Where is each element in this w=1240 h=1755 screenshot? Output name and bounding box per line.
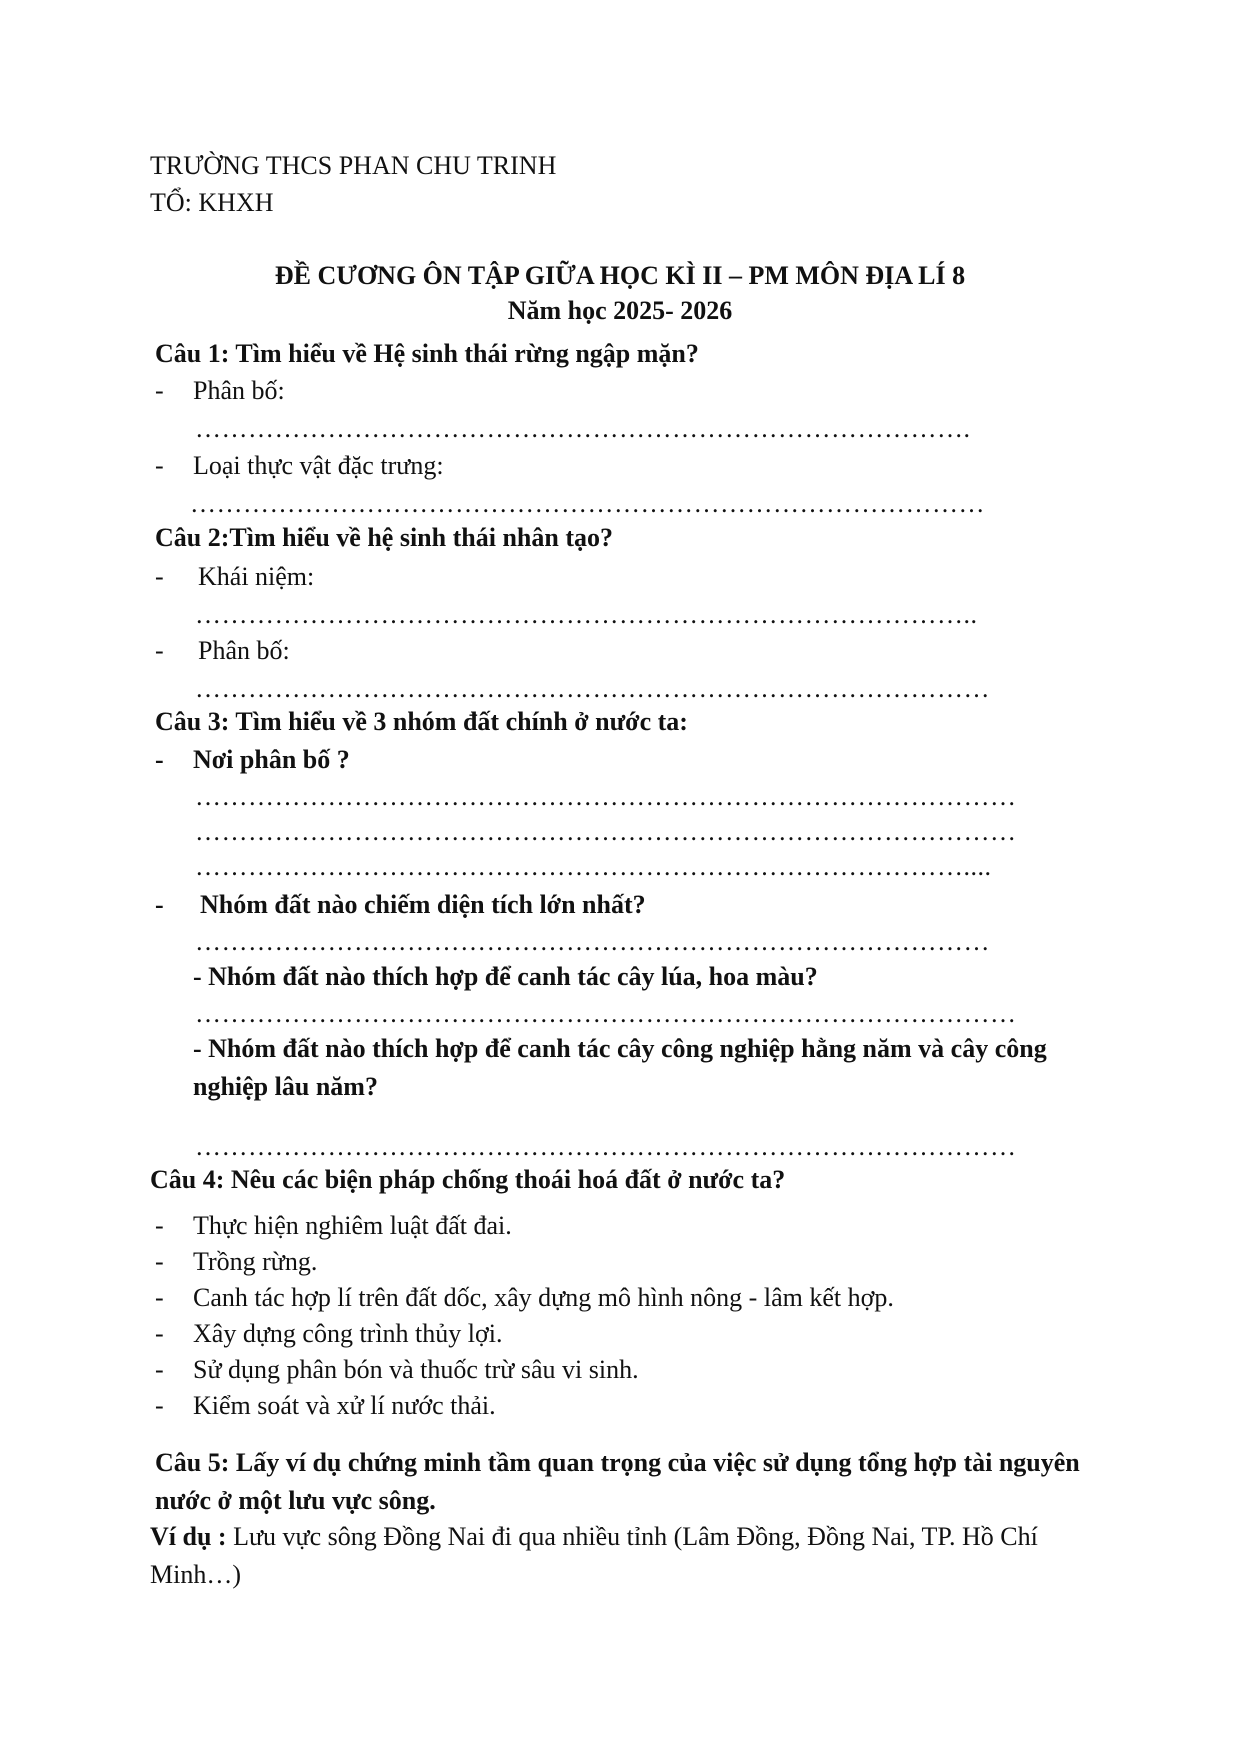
q3-answer-line-3: …………………………………………………………………………….... xyxy=(195,852,992,881)
q3-answer-line-1: ………………………………………………………………………………… xyxy=(195,782,1017,811)
q2-answer-line-2: ……………………………………………………………………………… xyxy=(195,674,990,703)
bullet-dash: - xyxy=(155,890,164,919)
document-title: ĐỀ CƯƠNG ÔN TẬP GIỮA HỌC KÌ II – PM MÔN ĐỊA LÍ 8 xyxy=(274,261,966,290)
q3-answer-line-2: ………………………………………………………………………………… xyxy=(195,817,1017,846)
bullet-dash: - xyxy=(155,1247,164,1276)
q3-sub-rice-crops: - Nhóm đất nào thích hợp để canh tác cây lúa, hoa màu? xyxy=(193,962,818,991)
q3-sub-industrial-crops: - Nhóm đất nào thích hợp để canh tác cây công nghiệp hằng năm và cây công nghiệp lâu năm? xyxy=(193,1034,1047,1101)
school-name: TRƯỜNG THCS PHAN CHU TRINH xyxy=(150,151,557,180)
q3-answer-line-4: ……………………………………………………………………………… xyxy=(195,927,990,956)
bullet-dash: - xyxy=(155,636,164,665)
q5-example-label: Ví dụ : xyxy=(150,1522,227,1551)
q3-answer-line-6: ………………………………………………………………………………… xyxy=(195,1132,1017,1161)
q5-example-text: Lưu vực sông Đồng Nai đi qua nhiều tỉnh (Lâm Đồng, Đồng Nai, TP. Hồ Chí Minh…) xyxy=(150,1522,1038,1589)
q1-answer-line-2: ……………………………………………………………………………… xyxy=(190,489,985,518)
school-year: Năm học 2025- 2026 xyxy=(507,296,733,325)
q4-measure-item: Canh tác hợp lí trên đất dốc, xây dựng mô hình nông - lâm kết hợp. xyxy=(193,1283,894,1312)
bullet-dash: - xyxy=(155,745,164,774)
group-name: TỔ: KHXH xyxy=(150,188,274,217)
q2-item-distribution: Phân bố: xyxy=(198,636,290,665)
bullet-dash: - xyxy=(155,1319,164,1348)
q1-answer-line-1: ……………………………………………………………………………. xyxy=(195,414,971,443)
q3-sub-distribution: Nơi phân bố ? xyxy=(193,745,350,774)
q3-heading: Câu 3: Tìm hiểu về 3 nhóm đất chính ở nước ta: xyxy=(155,707,688,736)
q1-item-vegetation: Loại thực vật đặc trưng: xyxy=(193,451,444,480)
q1-heading: Câu 1: Tìm hiểu về Hệ sinh thái rừng ngập mặn? xyxy=(155,339,699,368)
bullet-dash: - xyxy=(155,451,164,480)
q5-heading: Câu 5: Lấy ví dụ chứng minh tầm quan trọng của việc sử dụng tổng hợp tài nguyên nước ở một lưu vực sông. xyxy=(155,1448,1080,1515)
bullet-dash: - xyxy=(155,1391,164,1420)
q4-measure-item: Thực hiện nghiêm luật đất đai. xyxy=(193,1211,512,1240)
bullet-dash: - xyxy=(155,1283,164,1312)
bullet-dash: - xyxy=(155,1355,164,1384)
q3-sub-largest-area: Nhóm đất nào chiếm diện tích lớn nhất? xyxy=(200,890,646,919)
q4-measure-item: Sử dụng phân bón và thuốc trừ sâu vi sinh. xyxy=(193,1355,639,1384)
bullet-dash: - xyxy=(155,1211,164,1240)
q4-heading: Câu 4: Nêu các biện pháp chống thoái hoá đất ở nước ta? xyxy=(150,1165,786,1194)
bullet-dash: - xyxy=(155,562,164,591)
q5-example xyxy=(150,1518,1105,1594)
q3-answer-line-5: ………………………………………………………………………………… xyxy=(195,999,1017,1028)
q4-measure-item: Kiểm soát và xử lí nước thải. xyxy=(193,1391,496,1420)
q2-item-concept: Khái niệm: xyxy=(198,562,315,591)
q2-heading: Câu 2:Tìm hiểu về hệ sinh thái nhân tạo? xyxy=(155,523,613,552)
q4-measure-item: Xây dựng công trình thủy lợi. xyxy=(193,1319,503,1348)
bullet-dash: - xyxy=(155,376,164,405)
q4-measure-item: Trồng rừng. xyxy=(193,1247,318,1276)
q1-item-distribution: Phân bố: xyxy=(193,376,285,405)
q2-answer-line-1: …………………………………………………………………………….. xyxy=(195,600,978,629)
